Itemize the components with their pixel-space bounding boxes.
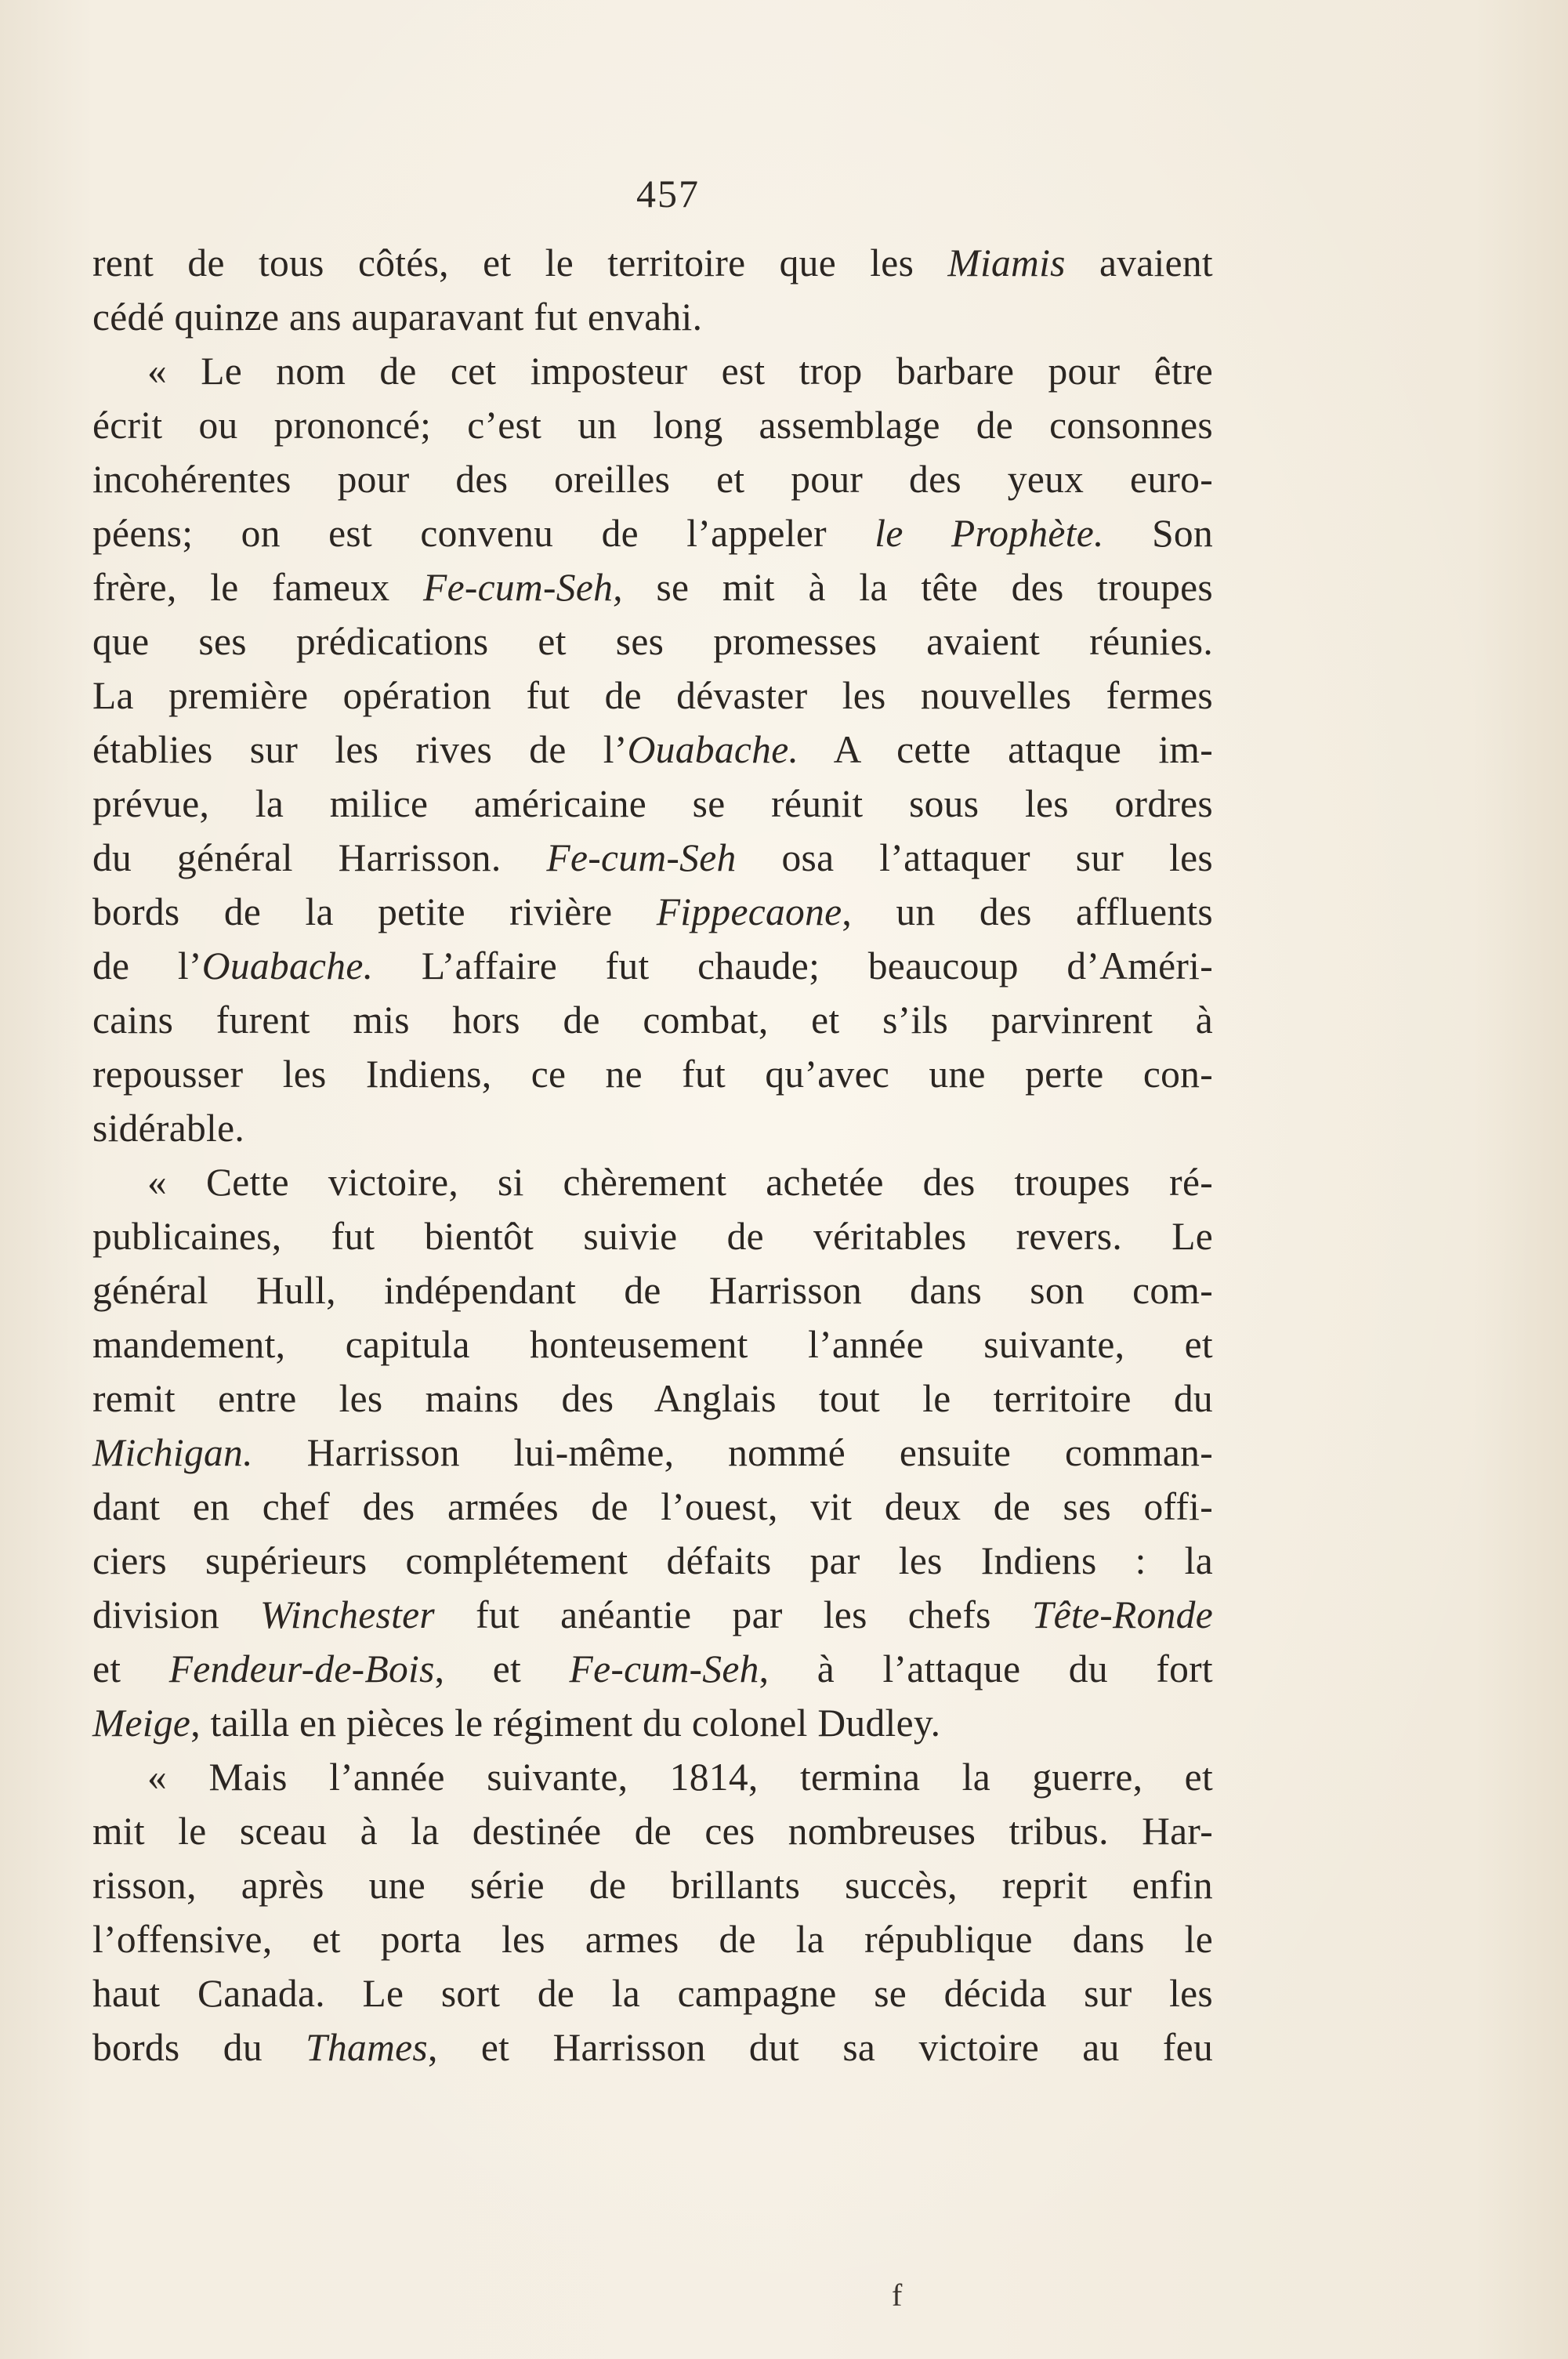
italic-text-segment: Ouabache. [201,944,374,987]
text-segment: , et [434,1647,570,1690]
text-line [92,939,1213,993]
text-segment: bords de la petite rivière [92,890,657,933]
text-line [92,1534,1213,1588]
italic-text-segment: Tête-Ronde [1031,1593,1213,1636]
text-segment: l’offensive, et porta les armes de la république dans le [92,1918,1213,1961]
text-segment: haut Canada. Le sort de la campagne se décida sur les [92,1972,1213,2015]
text-line [92,1101,1213,1155]
text-line [92,1426,1213,1480]
text-line [92,398,1213,452]
italic-text-segment: Fendeur-de-Bois [168,1647,435,1690]
italic-text-segment: Fe-cum-Seh [546,836,737,879]
text-line [92,993,1213,1047]
text-segment: Son [1103,512,1214,555]
text-segment: La première opération fut de dévaster les nouvelles fermes [92,674,1213,717]
text-line [92,1642,1213,1696]
text-segment: publicaines, fut bientôt suivie de véritables revers. Le [92,1215,1213,1258]
text-segment: mandement, capitula honteusement l’année suivante, et [92,1323,1213,1366]
text-line [92,777,1213,831]
text-segment: osa l’attaquer sur les [736,836,1213,879]
italic-text-segment: Miamis [947,241,1066,284]
text-segment: « Mais l’année suivante, 1814, termina la guerre, et [147,1756,1213,1799]
text-line [92,1263,1213,1317]
text-segment: écrit ou prononcé; c’est un long assemblage de consonnes [92,404,1213,447]
text-segment: du général Harrisson. [92,836,547,879]
text-line [92,1750,1213,1804]
text-line [92,614,1213,669]
italic-text-segment: Winchester [260,1593,435,1636]
text-line [92,1155,1213,1209]
text-line [92,452,1213,506]
text-line [92,1966,1213,2020]
text-segment: rent de tous côtés, et le territoire que les [92,241,948,284]
text-segment: prévue, la milice américaine se réunit sous les ordres [92,782,1213,825]
text-segment: « Cette victoire, si chèrement achetée des troupes ré- [147,1161,1213,1204]
text-line [92,723,1213,777]
italic-text-segment: Fe-cum-Seh, [423,566,623,609]
text-segment: A cette attaque im- [798,728,1213,771]
text-line [92,1588,1213,1642]
text-segment: que ses prédications et ses promesses avaient réunies. [92,620,1213,663]
text-segment: mit le sceau à la destinée de ces nombreuses tribus. Har- [92,1810,1213,1853]
text-segment: cains furent mis hors de combat, et s’ils parvinrent à [92,998,1213,1042]
text-line [92,1047,1213,1101]
text-segment: , tailla en pièces le régiment du colonel Dudley. [190,1701,941,1745]
text-line [92,344,1213,398]
text-segment: « Le nom de cet imposteur est trop barbare pour être [147,350,1213,393]
italic-text-segment: Meige [92,1701,191,1745]
text-segment: général Hull, indépendant de Harrisson dans son com- [92,1269,1213,1312]
text-line [92,1317,1213,1372]
text-line [92,1209,1213,1263]
text-line [92,1372,1213,1426]
italic-text-segment: Michigan. [92,1431,253,1474]
text-segment: remit entre les mains des Anglais tout le territoire du [92,1377,1213,1420]
text-line [92,560,1213,614]
text-segment: division [92,1593,261,1636]
text-segment: fut anéantie par les chefs [435,1593,1032,1636]
text-line [92,236,1213,290]
text-segment: établies sur les rives de l’ [92,728,628,771]
signature-mark: f [892,2277,903,2313]
body-text [92,236,1213,2075]
text-line [92,831,1213,885]
page-number: 457 [636,172,700,216]
text-segment: bords du [92,2026,306,2069]
italic-text-segment: le Prophète. [875,512,1104,555]
text-line [92,290,1213,344]
text-segment: , un des affluents [842,890,1214,933]
text-line [92,1804,1213,1858]
text-line [92,1858,1213,1912]
text-segment: péens; on est convenu de l’appeler [92,512,875,555]
text-line [92,2020,1213,2075]
text-segment: ciers supérieurs complétement défaits par les Indiens : la [92,1539,1213,1582]
text-line [92,885,1213,939]
text-segment: de l’ [92,944,202,987]
text-segment: repousser les Indiens, ce ne fut qu’avec une perte con- [92,1053,1213,1096]
italic-text-segment: Fe-cum-Seh [569,1647,759,1690]
text-segment: , à l’attaque du fort [759,1647,1213,1690]
text-segment: incohérentes pour des oreilles et pour des yeux euro- [92,458,1213,501]
italic-text-segment: Ouabache. [627,728,799,771]
text-segment: se mit à la tête des troupes [622,566,1213,609]
text-segment: frère, le fameux [92,566,424,609]
text-line [92,1912,1213,1966]
text-segment: risson, après une série de brillants succès, reprit enfin [92,1864,1213,1907]
text-segment: L’affaire fut chaude; beaucoup d’Améri- [373,944,1213,987]
text-segment: Harrisson lui-même, nommé ensuite comman- [252,1431,1213,1474]
text-segment: , et Harrisson dut sa victoire au feu [427,2026,1213,2069]
text-line [92,1696,1213,1750]
text-line [92,506,1213,560]
text-segment: avaient [1065,241,1213,284]
text-segment: sidérable. [92,1107,245,1150]
italic-text-segment: Fippecaone [656,890,842,933]
text-line [92,1480,1213,1534]
text-line [92,669,1213,723]
text-segment: cédé quinze ans auparavant fut envahi. [92,295,703,339]
italic-text-segment: Thames [306,2026,428,2069]
text-segment: dant en chef des armées de l’ouest, vit deux de ses offi- [92,1485,1213,1528]
text-segment: et [92,1647,169,1690]
